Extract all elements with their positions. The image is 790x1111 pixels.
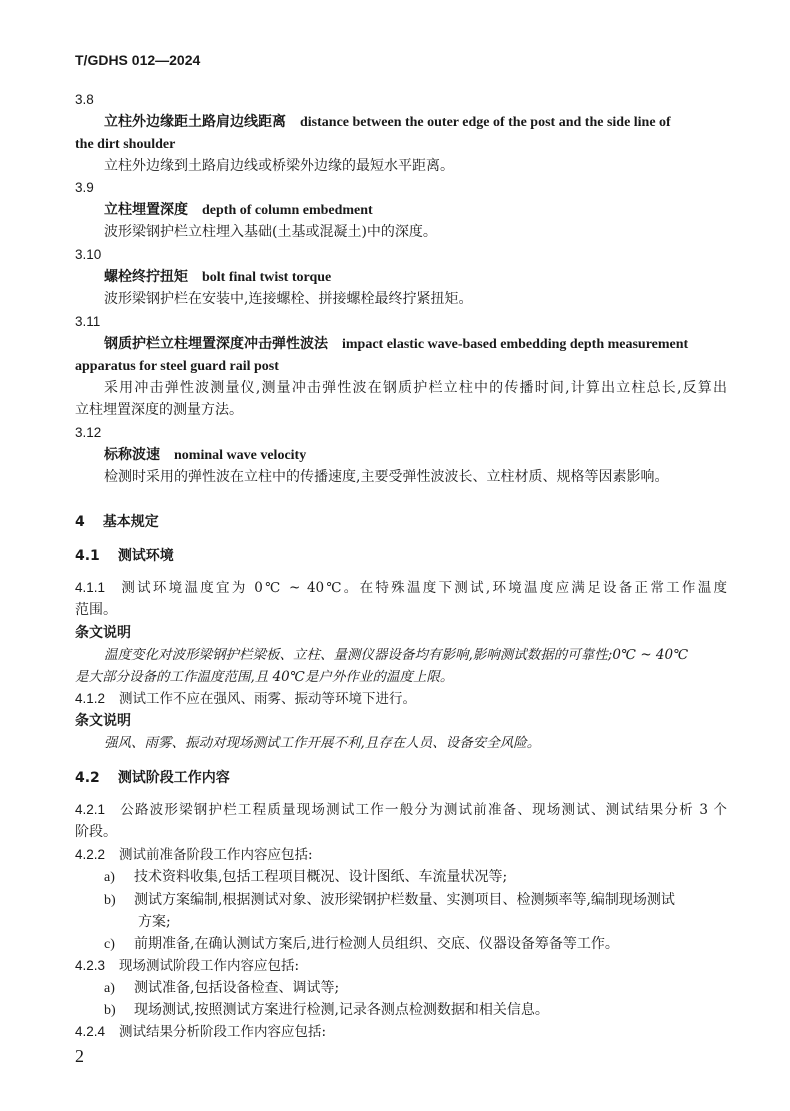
- list-item-text: 前期准备,在确认测试方案后,进行检测人员组织、交底、仪器设备筹备等工作。: [134, 936, 619, 952]
- list-marker: b): [104, 1003, 116, 1018]
- commentary-text-cont: 是大部分设备的工作温度范围,且 40℃是户外作业的温度上限。: [75, 669, 454, 685]
- clause-text: 测试结果分析阶段工作内容应包括:: [119, 1024, 327, 1040]
- term-en: nominal wave velocity: [174, 448, 307, 463]
- clause: [75, 578, 727, 598]
- subsection-heading: [75, 546, 174, 566]
- clause: [75, 800, 727, 820]
- clause-text: 测试工作不应在强风、雨雾、振动等环境下进行。: [119, 691, 417, 707]
- term-definition: 波形梁钢护栏在安装中,连接螺栓、拼接螺栓最终拧紧扭矩。: [104, 291, 473, 307]
- term-title: [104, 267, 331, 288]
- list-marker: a): [104, 870, 115, 885]
- clause-number: 4.2.1: [75, 802, 106, 817]
- clause: [75, 1022, 326, 1042]
- list-item: [104, 867, 507, 888]
- term-zh: 螺栓终拧扭矩: [104, 269, 188, 285]
- section-number: 4: [75, 514, 85, 530]
- list-marker: a): [104, 981, 115, 996]
- commentary-heading: 条文说明: [75, 713, 131, 729]
- term-definition-cont: 立柱埋置深度的测量方法。: [75, 402, 243, 418]
- term-en-cont: [75, 134, 175, 155]
- list-item-text: 测试准备,包括设备检查、调试等;: [134, 980, 340, 996]
- list-item: [104, 1000, 549, 1021]
- clause-number: 4.2.3: [75, 958, 106, 973]
- term-en-cont: [75, 356, 279, 377]
- term-en: apparatus for steel guard rail post: [75, 359, 279, 374]
- clause-text: 公路波形梁钢护栏工程质量现场测试工作一般分为测试前准备、现场测试、测试结果分析 3 个: [119, 802, 727, 818]
- clause: [75, 845, 313, 865]
- list-item-text: 测试方案编制,根据测试对象、波形梁钢护栏数量、实测项目、检测频率等,编制现场测试: [134, 892, 675, 908]
- term-en: depth of column embedment: [202, 203, 373, 218]
- term-en: the dirt shoulder: [75, 137, 176, 152]
- term-definition: 采用冲击弹性波测量仪,测量冲击弹性波在钢质护栏立柱中的传播时间,计算出立柱总长,反算出: [104, 380, 727, 396]
- list-item: [104, 934, 619, 955]
- term-number: 3.9: [75, 180, 94, 195]
- term-definition: 波形梁钢护栏立柱埋入基础(土基或混凝土)中的深度。: [104, 224, 437, 240]
- list-item: [104, 978, 339, 999]
- term-title: [104, 200, 373, 221]
- subsection-title: 测试阶段工作内容: [117, 770, 230, 786]
- term-definition: 检测时采用的弹性波在立柱中的传播速度,主要受弹性波波长、立柱材质、规格等因素影响。: [104, 469, 669, 485]
- term-zh: 立柱外边缘距土路肩边线距离: [104, 114, 286, 130]
- clause-cont: 阶段。: [75, 824, 117, 840]
- term-number: 3.11: [75, 314, 101, 329]
- list-marker: c): [104, 937, 115, 952]
- clause-number: 4.2.2: [75, 847, 106, 862]
- commentary-text: 强风、雨雾、振动对现场测试工作开展不利,且存在人员、设备安全风险。: [104, 735, 541, 751]
- clause-text: 测试前准备阶段工作内容应包括:: [119, 847, 313, 863]
- subsection-heading: [75, 768, 230, 788]
- clause: [75, 956, 299, 976]
- section-title: 基本规定: [102, 514, 159, 530]
- subsection-title: 测试环境: [117, 548, 174, 564]
- clause-cont: 范围。: [75, 602, 117, 618]
- clause-text: 现场测试阶段工作内容应包括:: [119, 958, 300, 974]
- term-title: [104, 334, 688, 355]
- list-marker: b): [104, 893, 116, 908]
- term-title: [104, 112, 671, 133]
- list-item-text: 技术资料收集,包括工程项目概况、设计图纸、车流量状况等;: [134, 869, 508, 885]
- term-number: 3.8: [75, 92, 94, 107]
- term-number: 3.12: [75, 425, 102, 440]
- clause-text: 测试环境温度宜为 0℃ ~ 40℃。在特殊温度下测试,环境温度应满足设备正常工作温度: [119, 580, 727, 596]
- list-item-cont: 方案;: [138, 914, 171, 930]
- page-number: 2: [75, 1046, 84, 1066]
- term-en: bolt final twist torque: [202, 270, 332, 285]
- term-title: [104, 445, 306, 466]
- term-zh: 立柱埋置深度: [104, 202, 188, 218]
- list-item-text: 现场测试,按照测试方案进行检测,记录各测点检测数据和相关信息。: [134, 1002, 549, 1018]
- term-zh: 标称波速: [104, 447, 160, 463]
- subsection-number: 4.1: [75, 548, 100, 564]
- commentary-heading: 条文说明: [75, 625, 131, 641]
- term-number: 3.10: [75, 247, 102, 262]
- section-heading: [75, 512, 159, 532]
- term-definition: 立柱外边缘到土路肩边线或桥梁外边缘的最短水平距离。: [104, 158, 454, 174]
- term-en: impact elastic wave-based embedding depth measurement: [342, 337, 689, 352]
- clause-number: 4.1.2: [75, 691, 106, 706]
- list-item: [104, 890, 675, 911]
- subsection-number: 4.2: [75, 770, 100, 786]
- clause-number: 4.2.4: [75, 1024, 106, 1039]
- clause: [75, 689, 416, 709]
- term-zh: 钢质护栏立柱埋置深度冲击弹性波法: [104, 336, 328, 352]
- term-en: distance between the outer edge of the post and the side line of: [300, 115, 671, 130]
- commentary-text: 温度变化对波形梁钢护栏梁板、立柱、量测仪器设备均有影响,影响测试数据的可靠性;0℃ ~ 40℃: [104, 647, 689, 663]
- doc-header-id: T/GDHS 012—2024: [75, 52, 201, 68]
- clause-number: 4.1.1: [75, 580, 106, 595]
